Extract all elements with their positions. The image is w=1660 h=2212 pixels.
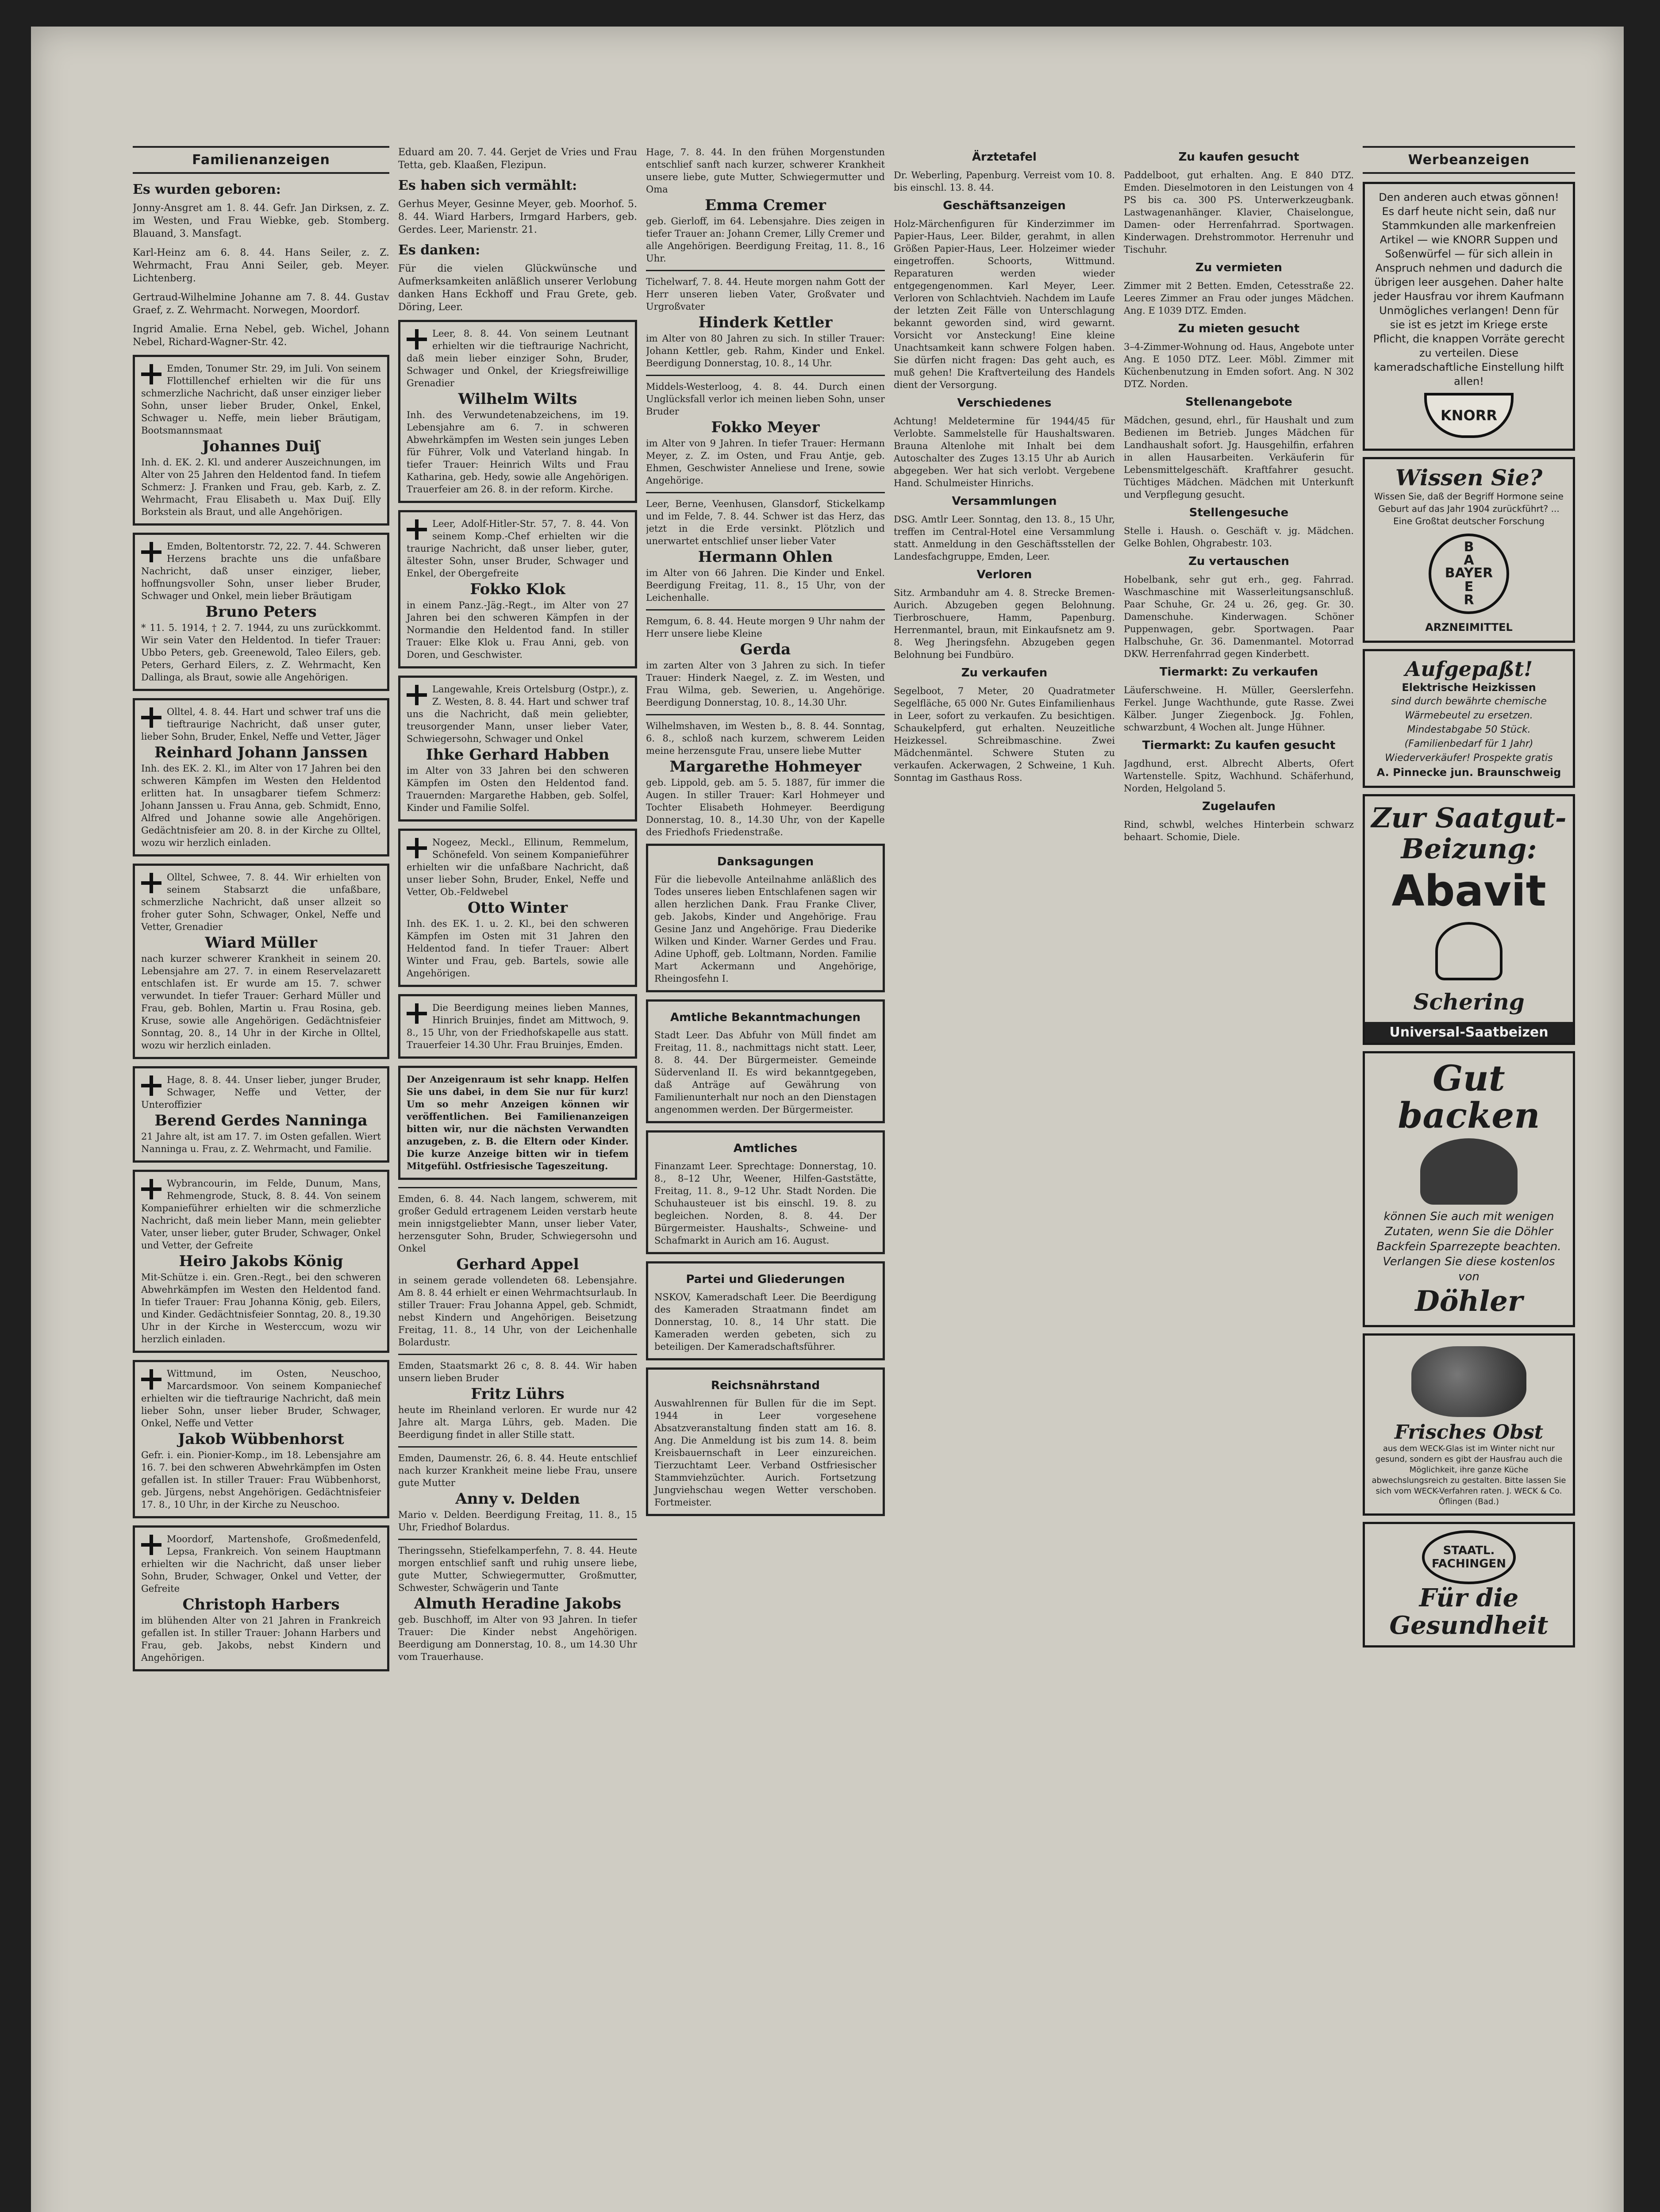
fachingen-ad: STAATL. FACHINGEN Für die Gesundheit <box>1363 1522 1575 1647</box>
classified-text: Zimmer mit 2 Betten. Emden, Cetesstraße 22. Leeres Zimmer an Frau oder junges Mädchen. Ang. E 1039 DTZ. Emden. <box>1124 280 1354 316</box>
section-header-family: Familienanzeigen <box>133 146 389 174</box>
classified-text: Dr. Weberling, Papenburg. Verreist vom 10. 8. bis einschl. 13. 8. 44. <box>894 170 1115 193</box>
section-header-tiermarkt: Tiermarkt: Zu verkaufen <box>1159 665 1318 679</box>
column-classifieds-right <box>1124 146 1354 849</box>
weck-ad: Frisches Obst aus dem WECK-Glas ist im Winter nicht nur gesund, sondern es gibt der Hausfrau auch die Möglichkeit, ihre ganze Küche abwechslungsreich zu gestalten. Bitte lassen Sie sich vom WECK-Verfahren raten. J. WECK & Co. Öflingen (Bad.) <box>1363 1333 1575 1516</box>
classified-text: Stelle i. Haush. o. Geschäft v. jg. Mädchen. Gelke Bohlen, Ohgrabestr. 103. <box>1124 526 1354 549</box>
iron-cross-icon <box>407 519 427 540</box>
column-second <box>398 146 637 1668</box>
deceased-name: Anny v. Delden <box>455 1490 580 1508</box>
section-header-party: Partei und Gliederungen <box>686 1273 845 1286</box>
section-header-versammlungen: Versammlungen <box>952 495 1057 508</box>
death-notice: Nogeez, Meckl., Ellinum, Remmelum, Schönefeld. Von seinem Kompanieführer erhielten wir die unfaßbare Nachricht, daß unser lieber Sohn, Bruder, Enkel, Neffe und Vetter, Ob.-Feldwebel Otto Winter Inh. des EK. 1. u. 2. Kl., bei den schweren Kämpfen im Osten mit 31 Jahren den Heldentod fand. In tiefer Trauer: Albert Winter und Frau, geb. Bartels, sowie alle Angehörigen. <box>398 829 637 987</box>
abavit-ad: Zur Saatgut-Beizung: Abavit Schering Universal-Saatbeizen <box>1363 794 1575 1045</box>
section-header-verloren: Verloren <box>976 568 1032 581</box>
deceased-name: Hermann Ohlen <box>698 548 833 566</box>
section-header-official: Amtliche Bekanntmachungen <box>670 1011 861 1024</box>
death-notice: Emden, Staatsmarkt 26 c, 8. 8. 44. Wir haben unsern lieben Bruder Fritz Lührs heute im Rheinland verloren. Er wurde nur 42 Jahre alt. Marga Lührs, geb. Maden. Die Beerdigung findet in aller Stille statt. <box>398 1360 637 1440</box>
bayer-ad: Wissen Sie? Wissen Sie, daß der Begriff Hormone seine Geburt auf das Jahr 1904 zurückführt? ... Eine Großtat deutscher Forschung BAYER B A E R ARZNEIMITTEL <box>1363 457 1575 643</box>
deceased-name: Otto Winter <box>467 899 568 917</box>
fachingen-seal-icon: STAATL. FACHINGEN <box>1422 1530 1516 1584</box>
death-notice: Wybrancourin, im Felde, Dunum, Mans, Rehmengrode, Stuck, 8. 8. 44. Von seinem Kompanieführer erhielten wir die schmerzliche Nachricht, daß mein lieber Mann, mein geliebter Vater, unser lieber, guter Bruder, Schwager, Onkel und Vetter, der Gefreite Heiro Jakobs König Mit-Schütze i. ein. Gren.-Regt., bei den schweren Abwehrkämpfen im Westen den Heldentod fand. In tiefer Trauer: Frau Johanna König, geb. Eilers, und Kinder. Gedächtnisfeier Sonntag, 20. 8., 19.30 Uhr in der Kirche in Westerccum, wozu wir herzlich einladen. <box>133 1170 389 1353</box>
deceased-name: Heiro Jakobs König <box>179 1252 343 1270</box>
thanks-section: Danksagungen Für die liebevolle Anteilnahme anläßlich des Todes unseres lieben Entschlafenen sagen wir allen herzlichen Dank. Frau Franke Cliver, geb. Jakobs, Kinder und Angehörige. Frau Gesine Janz und Angehörige. Frau Diederike Wilken und Kinder. Warner Gerdes und Frau. Adine Uphoff, geb. Loltmann, Norden. Familie Mart Ackermann und Angehörige, Rheingosfehn I. <box>646 844 885 992</box>
death-notice: Langewahle, Kreis Ortelsburg (Ostpr.), z. Z. Westen, 8. 8. 44. Hart und schwer traf uns die Nachricht, daß mein geliebter, treusorgender Mann, unser lieber Vater, Schwiegersohn, Schwager und Onkel Ihke Gerhard Habben im Alter von 33 Jahren bei den schweren Kämpfen im Osten den Heldentod fand. Trauernden: Margarethe Habben, geb. Solfel, Kinder und Familie Solfel. <box>398 676 637 822</box>
column-ads <box>1363 146 1575 1654</box>
doehler-ad: Gut backen können Sie auch mit wenigen Zutaten, wenn Sie die Döhler Backfein Sparrezepte beachten. Verlangen Sie diese kostenlos von Döhler <box>1363 1051 1575 1327</box>
death-notice: Remgum, 6. 8. 44. Heute morgen 9 Uhr nahm der Herr unsere liebe Kleine Gerda im zarten Alter von 3 Jahren zu sich. In tiefer Trauer: Hinderk Naegel, z. Z. im Westen, und Frau Wilma, geb. Sewerien, u. Angehörige. Beerdigung Donnerstag, 10. 8., 14.30 Uhr. <box>646 616 885 708</box>
deceased-name: Bruno Peters <box>205 603 317 621</box>
iron-cross-icon <box>141 1535 161 1555</box>
hands-logo-icon <box>1435 922 1502 980</box>
classified-text: Mädchen, gesund, ehrl., für Haushalt und zum Bedienen im Betrieb. Junges Mädchen für Landhaushalt sofort. Jg. Hausgehilfin, erfahren in allen Hausarbeiten. Verkäuferin für Lebensmittelgeschäft. Kraftfahrer gesucht. Tüchtiges Mädchen. Mädchen mit Unterkunft und Verpflegung gesucht. <box>1124 415 1354 500</box>
death-notice: Tichelwarf, 7. 8. 44. Heute morgen nahm Gott der Herr unseren lieben Vater, Großvater und Urgroßvater Hinderk Kettler im Alter von 80 Jahren zu sich. In stiller Trauer: Johann Kettler, geb. Rahm, Kinder und Enkel. Beerdigung Donnerstag, 10. 8., 14 Uhr. <box>646 276 885 369</box>
death-notice: Middels-Westerloog, 4. 8. 44. Durch einen Unglücksfall verlor ich meinen lieben Sohn, unser Bruder Fokko Meyer im Alter von 9 Jahren. In tiefer Trauer: Hermann Meyer, z. Z. im Osten, und Frau Antje, geb. Ehmen, Geschwister Anneliese und Irene, sowie Angehörige. <box>646 381 885 486</box>
classified-text: Holz-Märchenfiguren für Kinderzimmer im Papier-Haus, Leer. Bilder, gerahmt, in allen Größen Papier-Haus, Leer. Holzeimer wieder eingetroffen. Schoorts, Wittmund. Reparaturen werden wieder entgegengenommen. Karl Meyer, Leer. Verloren von Schlachtvieh. Nachdem im Laufe der letzten Zeit Fälle von Unterschlagung bekannt geworden sind, wird gewarnt. Vorsicht vor Ansteckung! Eine kleine Unachtsamkeit kann schwere Folgen haben. Sie dürfen nicht fragen: Das geht auch, es muß gehen! Die Kraftverteilung des Handels dient der Versorgung. <box>894 219 1115 390</box>
death-notice: Moordorf, Martenshofe, Großmedenfeld, Lepsa, Frankreich. Von seinem Hauptmann erhielten wir die Nachricht, daß unser lieber Sohn, Bruder, Schwager, Onkel und Vetter, der Gefreite Christoph Harbers im blühenden Alter von 21 Jahren in Frankreich gefallen ist. In stiller Trauer: Johann Harbers und Frau, geb. Jakobs, nebst Kindern und Angehörigen. <box>133 1525 389 1671</box>
death-notice: Emden, 6. 8. 44. Nach langem, schwerem, mit großer Geduld ertragenem Leiden verstarb heute mein innigstgeliebter Mann, unser lieber Vater, herzensguter Sohn, Bruder, Schwiegersohn und Onkel Gerhard Appel in seinem gerade vollendeten 68. Lebensjahre. Am 8. 8. 44 erhielt er einen Wehrmachtsurlaub. In stiller Trauer: Frau Johanna Appel, geb. Schmidt, nebst Kindern und Angehörigen. Beisetzung Freitag, 11. 8., 14 Uhr, von der Leichenhalle Bolardustr. <box>398 1194 637 1348</box>
iron-cross-icon <box>141 542 161 562</box>
classified-text: Segelboot, 7 Meter, 20 Quadratmeter Segelfläche, 65 000 Nr. Gutes Einfamilienhaus in Leer, sofort zu verkaufen. Zu besichtigen. Schaukelpferd, gut erhalten. Neuzeitliche Heizkessel. Schreibmaschine. Zwei Mädchenmäntel. Schwere Stuten zu verkaufen. Ackerwagen, 2 Schweine, 1 Kuh. Sonntag im Gasthaus Ross. <box>894 686 1115 783</box>
section-header-amtliches: Amtliches <box>733 1142 798 1155</box>
bayer-cross-logo: BAYER B A E R <box>1429 534 1509 614</box>
divider <box>398 1187 637 1188</box>
section-header-verkaufen: Zu verkaufen <box>961 666 1048 680</box>
column-classifieds-left <box>894 146 1115 789</box>
iron-cross-icon <box>141 707 161 728</box>
iron-cross-icon <box>407 1003 427 1024</box>
engaged-notice: Gerhus Meyer, Gesinne Meyer, geb. Moorhof. 5. 8. 44. Wiard Harbers, Irmgard Harbers, geb. Gerdes. Leer, Marienstr. 21. <box>398 199 637 235</box>
classified-text: Hobelbank, sehr gut erh., geg. Fahrrad. Waschmaschine mit Wasserleitungsanschluß. Paar Schuhe, Gr. 24 u. 26, geg. Gr. 30. Damenschuhe. Kinderwagen. Schöner Puppenwagen, gebr. Sportwagen. Paar Halbschuhe, Gr. 36. Damenmantel. Motorrad DKW. Herrenfahrrad gegen Kinderbett. <box>1124 574 1354 659</box>
classified-text: Achtung! Meldetermine für 1944/45 für Verlobte. Sammelstelle für Haushaltswaren. Brauna Altenlohe mit Inhalt bei dem Autoschalter des Zuges 13.15 Uhr ab Aurich abgegeben. Wer hat sich verlobt. Vergebene Hand. Schulmeister Hinrichs. <box>894 416 1115 488</box>
soup-pot-icon: KNORR <box>1424 393 1514 438</box>
birth-notice: Ingrid Amalie. Erna Nebel, geb. Wichel, Johann Nebel, Richard-Wagner-Str. 42. <box>133 324 389 348</box>
deceased-name: Fritz Lührs <box>471 1385 565 1403</box>
divider <box>398 1354 637 1355</box>
deceased-name: Christoph Harbers <box>182 1596 340 1613</box>
birth-notice: Eduard am 20. 7. 44. Gerjet de Vries und Frau Tetta, geb. Klaaßen, Flezipun. <box>398 147 637 171</box>
classified-text: Paddelboot, gut erhalten. Ang. E 840 DTZ. Emden. Dieselmotoren in den Leistungen von 4 PS bis ca. 300 PS. Unterwerkzeugbank. Lastwagenanhänger. Klavier, Chaiselongue, Damen- oder Herrenfahrrad. Sportwagen. Kinderwagen. Drehstrommotor. Herrenuhr und Tischuhr. <box>1124 170 1354 255</box>
iron-cross-icon <box>141 1369 161 1390</box>
party-section: Partei und Gliederungen NSKOV, Kameradschaft Leer. Die Beerdigung des Kameraden Straatmann findet am Donnerstag, 10. 8., 14 Uhr statt. Die Kameraden werden gebeten, sich zu beteiligen. Der Kameradschaftsführer. <box>646 1261 885 1360</box>
death-notice: Die Beerdigung meines lieben Mannes, Hinrich Bruinjes, findet am Mittwoch, 9. 8., 15 Uhr, von der Friedhofskapelle aus statt. Trauerfeier 14.30 Uhr. Frau Bruinjes, Emden. <box>398 994 637 1059</box>
death-notice: Olltel, 4. 8. 44. Hart und schwer traf uns die tieftraurige Nachricht, daß unser guter, lieber Sohn, Bruder, Enkel, Neffe und Vetter, Jäger Reinhard Johann Janssen Inh. des EK. 2. Kl., im Alter von 17 Jahren bei den schweren Kämpfen im Westen den Heldentod erlitten hat. In unsagbarer tiefem Schmerz: Johann Janssen u. Frau Anna, geb. Schmidt, Enno, Alfred und Johanne sowie alle Angehörigen. Gedächtnisfeier am 20. 8. in der Kirche zu Olltel, wozu wir herzlich einladen. <box>133 698 389 856</box>
section-header-tierkauf: Tiermarkt: Zu kaufen gesucht <box>1142 739 1336 752</box>
section-header-vermieten: Zu vermieten <box>1195 261 1283 274</box>
cake-icon <box>1420 1138 1518 1205</box>
official-section: Amtliche Bekanntmachungen Stadt Leer. Das Abfuhr von Müll findet am Freitag, 11. 8., nachmittags nicht statt. Leer, 8. 8. 44. Der Bürgermeister. Gemeinde Südervenland II. Es wird bekanntgegeben, daß Anträge auf Gewährung von Familienunterhalt nur noch an den Dienstagen angenommen werden. Der Bürgermeister. <box>646 999 885 1123</box>
deceased-name: Gerhard Appel <box>456 1256 579 1273</box>
column-family <box>133 146 389 1678</box>
deceased-name: Reinhard Johann Janssen <box>154 744 368 761</box>
death-notice: Emden, Daumenstr. 26, 6. 8. 44. Heute entschlief nach kurzer Krankheit meine liebe Frau, unsere gute Mutter Anny v. Delden Mario v. Delden. Beerdigung Freitag, 11. 8., 15 Uhr, Friedhof Bolardus. <box>398 1453 637 1532</box>
reich-section: Reichsnährstand Auswahlrennen für Bullen für die im Sept. 1944 in Leer vorgesehene Absatzveranstaltung finden statt am 16. 8. Ang. Die Anmeldung ist bis zum 14. 8. beim Kreisbauernschaft in Leer einzureichen. Tierzuchtamt Leer. Verband Ostfriesischer Stammviehzüchter. Aurich. Fortsetzung Jungviehschau wegen Wetter verschoben. Fortmeister. <box>646 1367 885 1516</box>
thanks-title: Es danken: <box>398 242 480 258</box>
birth-notice: Jonny-Ansgret am 1. 8. 44. Gefr. Jan Dirksen, z. Z. im Westen, und Frau Wiebke, geb. Stomberg. Blauand, 3. Mansfagt. <box>133 203 389 239</box>
section-header-kaufen: Zu kaufen gesucht <box>1178 150 1299 164</box>
divider <box>646 375 885 376</box>
section-header-ads: Werbeanzeigen <box>1363 146 1575 174</box>
iron-cross-icon <box>141 364 161 384</box>
classified-text: Jagdhund, erst. Albrecht Alberts, Ofert Wartenstelle. Spitz, Wachhund. Schäferhund, Norden, Helgoland 5. <box>1124 758 1354 794</box>
classified-text: Läuferschweine. H. Müller, Geerslerfehn. Ferkel. Junge Wachthunde, gute Rasse. Zwei Kälber. Junger Ziegenbock. Jg. Fohlen, schwarzbunt, 4 Wochen alt. Junge Hühner. <box>1124 685 1354 733</box>
death-notice: Hage, 8. 8. 44. Unser lieber, junger Bruder, Schwager, Neffe und Vetter, der Unteroffizier Berend Gerdes Nanninga 21 Jahre alt, ist am 17. 7. im Osten gefallen. Wiert Nanninga u. Frau, z. Z. Wehrmacht, und Familie. <box>133 1066 389 1163</box>
section-header-stellen: Stellenangebote <box>1185 396 1292 409</box>
column-third <box>646 146 885 1523</box>
iron-cross-icon <box>407 329 427 349</box>
thanks-notice: Für die vielen Glückwünsche und Aufmerksamkeiten anläßlich unserer Verlobung danken Hans Eckhoff und Frau Grete, geb. Döring, Leer. <box>398 263 637 313</box>
section-header-thanks: Danksagungen <box>717 855 814 868</box>
deceased-name: Johannes Duiʃ <box>202 438 320 455</box>
section-header-stellengesuche: Stellengesuche <box>1189 506 1289 519</box>
death-notice: Hage, 7. 8. 44. In den frühen Morgenstunden entschlief sanft nach kurzer, schwerer Krankheit unsere liebe, gute Mutter, Schwiegermutter und Oma Emma Cremer geb. Gierloff, im 64. Lebensjahre. Dies zeigen in tiefer Trauer an: Johann Cremer, Lilly Cremer und alle Angehörigen. Beerdigung Freitag, 11. 8., 16 Uhr. <box>646 147 885 264</box>
deceased-name: Almuth Heradine Jakobs <box>414 1595 622 1613</box>
death-notice: Wittmund, im Osten, Neuschoo, Marcardsmoor. Von seinem Kompaniechef erhielten wir die tieftraurige Nachricht, daß mein lieber Sohn, unser lieber Bruder, Schwager, Onkel, Neffe und Vetter Jakob Wübbenhorst Gefr. i. ein. Pionier-Komp., im 18. Lebensjahre am 16. 7. bei den schweren Abwehrkämpfen im Osten gefallen ist. In stiller Trauer: Frau Wübbenhorst, geb. Jürgens, nebst Angehörigen. Gedächtnisfeier 17. 8., 10 Uhr, in der Kirche zu Neuschoo. <box>133 1360 389 1518</box>
deceased-name: Berend Gerdes Nanninga <box>154 1112 368 1129</box>
section-header-mieten: Zu mieten gesucht <box>1178 322 1300 335</box>
death-notice: Wilhelmshaven, im Westen b., 8. 8. 44. Sonntag, 6. 8., schloß nach kurzem, schwerem Leiden meine herzensgute Frau, unsere liebe Mutter Margarethe Hohmeyer geb. Lippold, geb. am 5. 5. 1887, für immer die Augen. In stiller Trauer: Karl Hohmeyer und Tochter Elisabeth Hohmeyer. Beerdigung Donnerstag, 10. 8., 14.30 Uhr, von der Kapelle des Friedhofs Friedenstraße. <box>646 721 885 837</box>
divider <box>646 609 885 611</box>
iron-cross-icon <box>141 1075 161 1096</box>
classified-text: Sitz. Armbanduhr am 4. 8. Strecke Bremen-Aurich. Abzugeben gegen Belohnung. Tierbroschuere, Hamm, Papenburg. Herrenmantel, braun, mit Einkaufsnetz am 9. 8. Weg Jheringsfehn. Abzugeben gegen Belohnung bei Fundbüro. <box>894 588 1115 660</box>
section-header-zugelaufen: Zugelaufen <box>1202 800 1276 813</box>
section-header-tausch: Zu vertauschen <box>1188 555 1289 568</box>
iron-cross-icon <box>407 685 427 705</box>
iron-cross-icon <box>141 873 161 893</box>
newspaper-page <box>31 27 1624 2212</box>
iron-cross-icon <box>141 1179 161 1199</box>
death-notice: Theringssehn, Stiefelkamperfehn, 7. 8. 44. Heute morgen entschlief sanft und ruhig unsere liebe, gute Mutter, Schwiegermutter, Großmutter, Schwester, Schwägerin und Tante Almuth Heradine Jakobs geb. Buschhoff, im Alter von 93 Jahren. In tiefer Trauer: Die Kinder nebst Angehörigen. Beerdigung am Donnerstag, 10. 8., um 14.30 Uhr vom Trauerhause. <box>398 1545 637 1662</box>
divider <box>646 270 885 271</box>
fruit-bowl-icon <box>1411 1346 1526 1417</box>
divider <box>646 492 885 493</box>
deceased-name: Emma Cremer <box>705 196 826 214</box>
deceased-name: Gerda <box>740 641 791 658</box>
section-header-reich: Reichsnährstand <box>711 1379 820 1392</box>
editor-notice: Der Anzeigenraum ist sehr knapp. Helfen Sie uns dabei, in dem Sie nur für kurz! Um so mehr Anzeigen können wir veröffentlichen. Bei Familienanzeigen bitten wir, nur die nächsten Verwandten anzugeben, z. B. die Eltern oder Kinder. Die kurze Anzeige bitten wir in tiefem Mitgefühl. Ostfriesische Tageszeitung. <box>398 1066 637 1180</box>
classified-text: DSG. Amtlr Leer. Sonntag, den 13. 8., 15 Uhr, treffen im Central-Hotel eine Versammlung statt. Anmeldung in den Geschäftsstellen der Landesfachgruppe, Emden, Leer. <box>894 514 1115 562</box>
iron-cross-icon <box>407 838 427 858</box>
divider <box>398 1539 637 1540</box>
engaged-title: Es haben sich vermählt: <box>398 178 577 193</box>
divider <box>646 714 885 715</box>
deceased-name: Margarethe Hohmeyer <box>669 758 861 776</box>
death-notice: Leer, Adolf-Hitler-Str. 57, 7. 8. 44. Von seinem Komp.-Chef erhielten wir die traurige Nachricht, daß unser lieber, guter, ältester Sohn, unser Bruder, Schwager und Enkel, der Obergefreite Fokko Klok in einem Panz.-Jäg.-Regt., im Alter von 27 Jahren bei den schweren Kämpfen in der Normandie den Heldentod fand. In stiller Trauer: Elke Klok u. Frau Anni, geb. von Doren, und Geschwister. <box>398 510 637 668</box>
amtliches-section: Amtliches Finanzamt Leer. Sprechtage: Donnerstag, 10. 8., 8–12 Uhr, Weener, Hilfen-Gaststätte, Freitag, 11. 8., 9–12 Uhr. Stadt Norden. Die Schuhausteuer ist bis einschl. 19. 8. zu begleichen. Norden, 8. 8. 44. Der Bürgermeister. Haushalts-, Schweine- und Schafmarkt in Aurich am 16. August. <box>646 1130 885 1254</box>
death-notice: Leer, 8. 8. 44. Von seinem Leutnant erhielten wir die tieftraurige Nachricht, daß mein lieber einziger Sohn, Bruder, Schwager und Onkel, der Kriegsfreiwillige Grenadier Wilhelm Wilts Inh. des Verwundetenabzeichens, im 19. Lebensjahre am 6. 7. in schweren Abwehrkämpfen im Westen sein junges Leben für Führer, Volk und Vaterland hingab. In tiefer Trauer: Heinrich Wilts und Frau Katharina, geb. Hedy, sowie alle Angehörigen. Trauerfeier am 26. 8. in der reform. Kirche. <box>398 320 637 503</box>
section-header-geschaeft: Geschäftsanzeigen <box>943 199 1066 212</box>
deceased-name: Fokko Klok <box>470 580 565 598</box>
births-title: Es wurden geboren: <box>133 182 281 197</box>
deceased-name: Jakob Wübbenhorst <box>178 1430 344 1448</box>
divider <box>398 1446 637 1448</box>
birth-notice: Gertraud-Wilhelmine Johanne am 7. 8. 44. Gustav Graef, z. Z. Wehrmacht. Norwegen, Moordorf. <box>133 292 389 316</box>
classified-text: 3–4-Zimmer-Wohnung od. Haus, Angebote unter Ang. E 1050 DTZ. Leer. Möbl. Zimmer mit Küchenbenutzung in Emden sofort. Ang. N 302 DTZ. Norden. <box>1124 342 1354 389</box>
death-notice: Leer, Berne, Veenhusen, Glansdorf, Stickelkamp und im Felde, 7. 8. 44. Schwer ist das Herz, das jetzt in die Erde versinkt. Plötzlich und unerwartet entschlief unser lieber Vater Hermann Ohlen im Alter von 66 Jahren. Die Kinder und Enkel. Beerdigung Freitag, 11. 8., 15 Uhr, von der Leichenhalle. <box>646 499 885 603</box>
deceased-name: Wilhelm Wilts <box>458 390 577 408</box>
death-notice: Emden, Boltentorstr. 72, 22. 7. 44. Schweren Herzens brachte uns die unfaßbare Nachricht, daß unser einziger, lieber, hoffnungsvoller Sohn, unser lieber Bruder, Schwager und Onkel, mein lieber Bräutigam Bruno Peters * 11. 5. 1914, † 2. 7. 1944, zu uns zurückkommt. Wir sein Vater den Heldentod. In tiefer Trauer: Ubbo Peters, geb. Greenewold, Taleo Eilers, geb. Peters, Gerhard Eilers, z. Z. Wehrmacht, Ken Dallinga, als Braut, sowie alle Angehörigen. <box>133 533 389 691</box>
classified-text: Rind, schwbl, welches Hinterbein schwarz behaart. Schomie, Diele. <box>1124 819 1354 842</box>
birth-notice: Karl-Heinz am 6. 8. 44. Hans Seiler, z. Z. Wehrmacht, Frau Anni Seiler, geb. Meyer. Lichtenberg. <box>133 247 389 284</box>
section-header-aerzte: Ärztetafel <box>972 150 1037 164</box>
knorr-ad: Den anderen auch etwas gönnen! Es darf heute nicht sein, daß nur Stammkunden alle markenfreien Artikel — wie KNORR Suppen und Soßenwürfel — für sich allein in Anspruch nehmen und dadurch die übrigen leer ausgehen. Daher halte jeder Hausfrau vor ihrem Kaufmann Unmögliches verlangen! Denn für sie ist es jetzt im Kriege erste Pflicht, die knappen Vorräte gerecht zu verteilen. Diese kameradschaftliche Einstellung hilft allen! KNORR <box>1363 182 1575 451</box>
deceased-name: Wiard Müller <box>205 934 317 952</box>
heizkissen-ad: Aufgepaßt! Elektrische Heizkissen sind durch bewährte chemische Wärmebeutel zu ersetzen. Mindestabgabe 50 Stück. (Familienbedarf für 1 Jahr) Wiederverkäufer! Prospekte gratis A. Pinnecke jun. Braunschweig <box>1363 649 1575 788</box>
death-notice: Emden, Tonumer Str. 29, im Juli. Von seinem Flottillenchef erhielten wir die für uns schmerzliche Nachricht, daß unser einziger lieber Sohn, unser lieber Bruder, Onkel, Enkel, Schwager u. Neffe, mein lieber Bräutigam, Bootsmannsmaat Johannes Duiʃ Inh. d. EK. 2. Kl. und anderer Auszeichnungen, im Alter von 25 Jahren den Heldentod fand. In tiefem Schmerz: J. Franken und Frau, geb. Karb, z. Z. Wehrmacht, Frau Elisabeth u. Max Duiʃ. Elly Borkstein als Braut, und alle Angehörigen. <box>133 355 389 526</box>
death-notice: Olltel, Schwee, 7. 8. 44. Wir erhielten von seinem Stabsarzt die unfaßbare, schmerzliche Nachricht, daß unser allzeit so froher guter Sohn, Schwager, Onkel, Neffe und Vetter, Grenadier Wiard Müller nach kurzer schwerer Krankheit in seinem 20. Lebensjahre am 27. 7. in einem Reservelazarett entschlafen ist. Er wurde am 15. 7. schwer verwundet. In tiefer Trauer: Gerhard Müller und Frau, geb. Bohlen, Martin u. Frau Rosina, geb. Kruse, sowie alle Angehörigen. Gedächtnisfeier Sonntag, 20. 8., 14 Uhr in der Kirche in Olltel, wozu wir herzlich einladen. <box>133 864 389 1059</box>
deceased-name: Fokko Meyer <box>711 419 820 436</box>
section-header-verschiedenes: Verschiedenes <box>957 396 1052 410</box>
deceased-name: Hinderk Kettler <box>698 314 833 331</box>
deceased-name: Ihke Gerhard Habben <box>426 746 610 764</box>
